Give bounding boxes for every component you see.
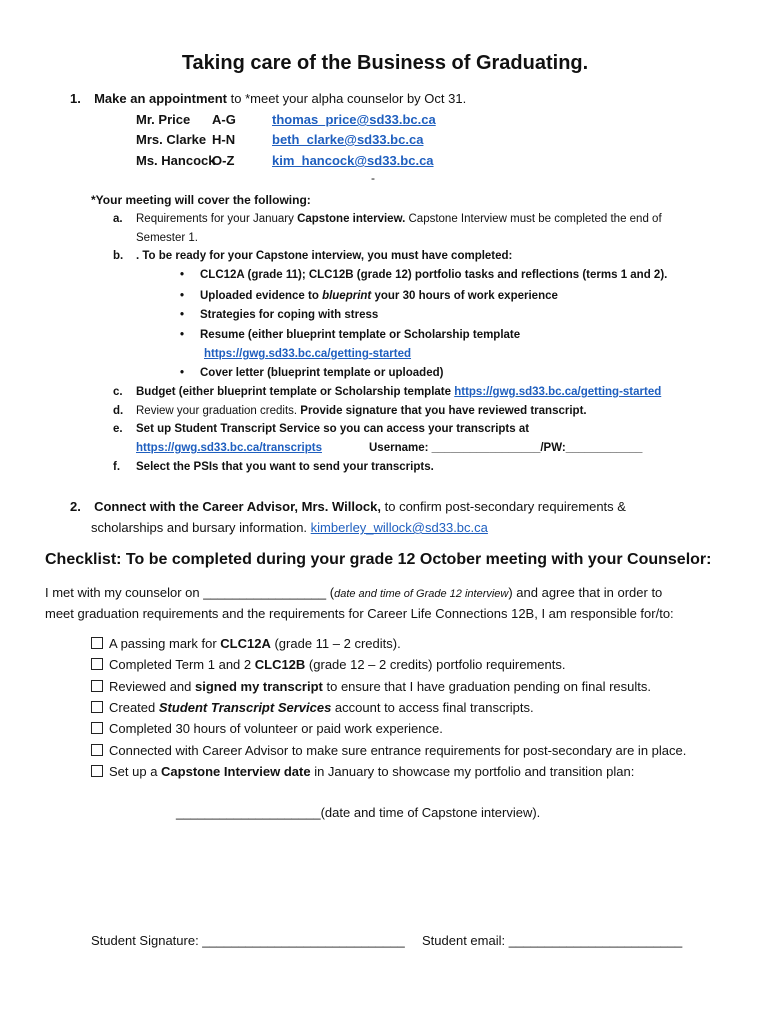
bullet-glyph: •	[180, 269, 185, 281]
sub-d-text: Review your graduation credits.	[136, 405, 301, 417]
bullet-1	[180, 268, 667, 283]
item-1-number: 1.	[70, 91, 81, 106]
counselor-name-1: Mr. Price	[136, 112, 191, 127]
c7-a: Set up a	[109, 764, 162, 779]
sub-d-bold: Provide signature that you have reviewed transcript.	[300, 405, 587, 417]
checklist-intro-2: meet graduation requirements and the requirements for Career Life Connections 12B, I am responsible for/to:	[45, 606, 674, 621]
sub-d-letter: d.	[113, 405, 124, 417]
intro-1-a: I met with my counselor on _________________ (	[45, 585, 335, 600]
sub-a-text1: Requirements for your January	[136, 213, 298, 225]
sub-e-letter: e.	[113, 423, 123, 435]
c4-c: account to access final transcripts.	[331, 700, 534, 715]
checkbox[interactable]	[91, 701, 103, 713]
item-2-number: 2.	[70, 499, 81, 514]
bullet-glyph: •	[180, 309, 185, 321]
checklist-item-6[interactable]	[91, 742, 686, 759]
c4-b: Student Transcript Services	[158, 700, 332, 715]
checklist-item-5[interactable]	[91, 720, 443, 737]
bullet-4	[180, 328, 520, 343]
counselor-range-1: A-G	[212, 112, 236, 127]
bullet-2-post: your 30 hours of work experience	[371, 290, 558, 302]
bullet-2-pre: Uploaded evidence to	[200, 290, 323, 302]
student-email-field[interactable]: Student email: ________________________	[422, 933, 683, 948]
capstone-date-line[interactable]: ____________________(date and time of Capstone interview).	[176, 805, 541, 820]
checklist-item-4[interactable]	[91, 699, 534, 716]
c3-b: signed my transcript	[195, 679, 323, 694]
sub-e-credentials: Username: _________________/PW:____________	[369, 442, 643, 454]
dash-mark: -	[371, 171, 375, 185]
sub-c-link[interactable]: https://gwg.sd33.bc.ca/getting-started	[454, 386, 662, 398]
checkbox[interactable]	[91, 765, 103, 777]
bullet-5	[180, 366, 443, 381]
checkbox[interactable]	[91, 722, 103, 734]
c1-a: A passing mark for	[109, 636, 221, 651]
sub-b-letter: b.	[113, 250, 124, 262]
counselor-name-3: Ms. Hancock	[136, 153, 216, 168]
career-advisor-email[interactable]: kimberley_willock@sd33.bc.ca	[310, 520, 488, 535]
checklist-item-7[interactable]	[91, 763, 634, 780]
counselor-email-3[interactable]: kim_hancock@sd33.bc.ca	[272, 153, 434, 168]
c2-b: CLC12B	[254, 657, 306, 672]
c7-b: Capstone Interview date	[161, 764, 311, 779]
c5: Completed 30 hours of volunteer or paid work experience.	[109, 721, 443, 736]
checklist-intro-1	[45, 584, 662, 603]
checkbox[interactable]	[91, 744, 103, 756]
counselor-range-2: H-N	[212, 132, 236, 147]
sub-a-text2: Capstone Interview must be completed the end of	[405, 213, 662, 225]
bullet-3-text: Strategies for coping with stress	[200, 309, 379, 321]
checkbox[interactable]	[91, 658, 103, 670]
bullet-glyph: •	[180, 367, 185, 379]
intro-1-italic: date and time of Grade 12 interview	[334, 588, 509, 600]
checkbox[interactable]	[91, 680, 103, 692]
c3-a: Reviewed and	[109, 679, 195, 694]
checklist-item-3[interactable]	[91, 678, 651, 695]
counselor-email-2[interactable]: beth_clarke@sd33.bc.ca	[272, 132, 424, 147]
item-2-line2	[91, 519, 488, 536]
student-signature-field[interactable]: Student Signature: ____________________________	[91, 933, 405, 948]
counselor-email-1[interactable]: thomas_price@sd33.bc.ca	[272, 112, 436, 127]
bullet-1-text: CLC12A (grade 11); CLC12B (grade 12) portfolio tasks and reflections (terms 1 and 2).	[200, 269, 668, 281]
item-2-text: to confirm post-secondary requirements &	[381, 499, 626, 514]
checklist-item-1[interactable]	[91, 635, 401, 652]
item-2	[70, 498, 626, 515]
c4-a: Created	[109, 700, 159, 715]
item-1-bold: Make an appointment	[94, 91, 228, 106]
item-2-line2-text: scholarships and bursary information.	[91, 520, 311, 535]
item-1	[70, 90, 466, 107]
sub-a-bold: Capstone interview.	[297, 213, 406, 225]
c2-c: (grade 12 – 2 credits) portfolio requirements.	[305, 657, 566, 672]
sub-d	[136, 404, 587, 419]
c3-c: to ensure that I have graduation pending on final results.	[322, 679, 651, 694]
sub-b-text: . To be ready for your Capstone interview, you must have completed:	[136, 250, 513, 262]
sub-c-letter: c.	[113, 386, 123, 398]
bullet-glyph: •	[180, 329, 185, 341]
bullet-glyph: •	[180, 290, 185, 302]
sub-a-text	[136, 212, 662, 227]
sub-f-letter: f.	[113, 461, 121, 473]
c2-a: Completed Term 1 and 2	[109, 657, 255, 672]
bullet-4-link[interactable]: https://gwg.sd33.bc.ca/getting-started	[204, 348, 412, 360]
c6: Connected with Career Advisor to make sure entrance requirements for post-secondary are in place.	[109, 743, 687, 758]
sub-e-text: Set up Student Transcript Service so you can access your transcripts at	[136, 423, 530, 435]
page-title: Taking care of the Business of Graduating.	[181, 52, 589, 74]
sub-c	[136, 385, 661, 400]
counselor-range-3: O-Z	[212, 153, 235, 168]
item-2-bold: Connect with the Career Advisor, Mrs. Willock,	[94, 499, 382, 514]
checklist-item-2[interactable]	[91, 656, 565, 673]
item-1-text: to *meet your alpha counselor by Oct 31.	[227, 91, 467, 106]
c1-c: (grade 11 – 2 credits).	[270, 636, 401, 651]
bullet-3	[180, 308, 378, 323]
checkbox[interactable]	[91, 637, 103, 649]
c7-c: in January to showcase my portfolio and transition plan:	[310, 764, 635, 779]
bullet-2	[180, 289, 558, 304]
bullet-2-italic: blueprint	[322, 290, 372, 302]
counselor-name-2: Mrs. Clarke	[136, 132, 207, 147]
checklist-heading: Checklist: To be completed during your grade 12 October meeting with your Counselor:	[45, 551, 712, 568]
c1-b: CLC12A	[220, 636, 271, 651]
bullet-5-text: Cover letter (blueprint template or uploaded)	[200, 367, 444, 379]
sub-a-letter: a.	[113, 213, 123, 225]
intro-1-b: ) and agree that in order to	[508, 585, 663, 600]
sub-a-line2: Semester 1.	[136, 232, 198, 244]
sub-c-text: Budget (either blueprint template or Scholarship template	[136, 386, 455, 398]
sub-e-link[interactable]: https://gwg.sd33.bc.ca/transcripts	[136, 442, 322, 454]
sub-f-text: Select the PSIs that you want to send your transcripts.	[136, 461, 434, 473]
meeting-heading: *Your meeting will cover the following:	[91, 193, 311, 207]
bullet-4-text: Resume (either blueprint template or Scholarship template	[200, 329, 521, 341]
